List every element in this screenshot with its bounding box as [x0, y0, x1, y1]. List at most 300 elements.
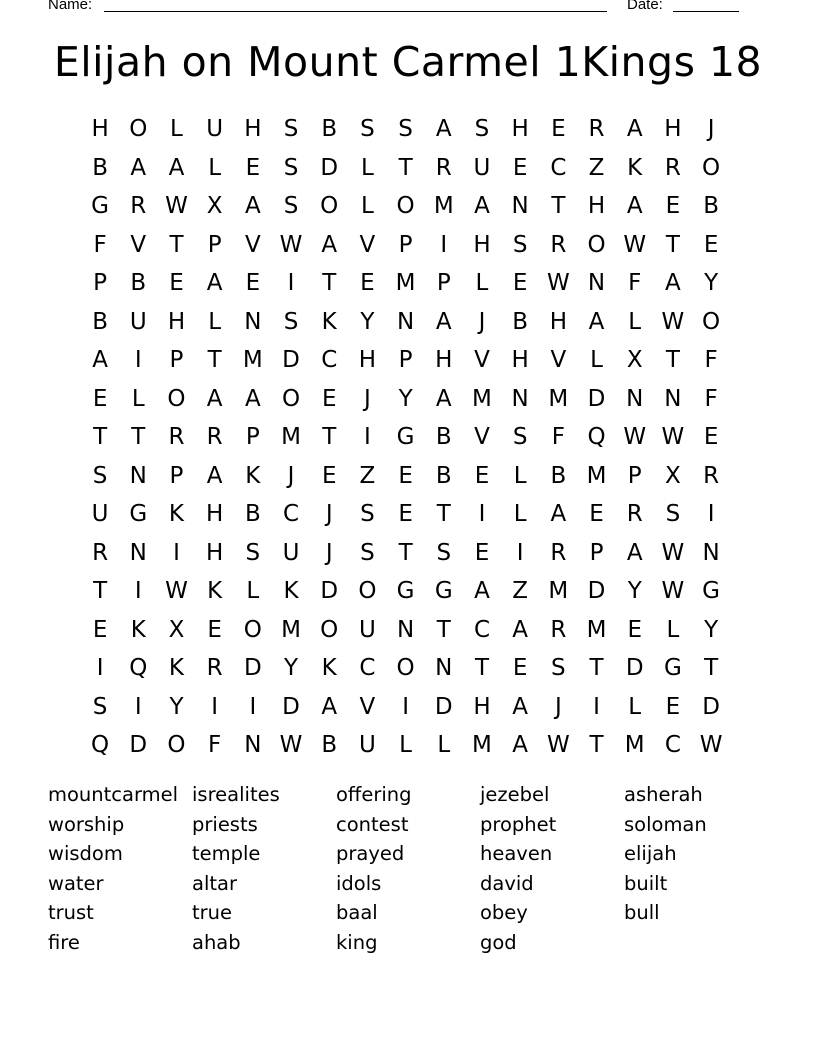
- grid-cell: H: [206, 501, 224, 527]
- grid-row: [81, 149, 730, 188]
- grid-cell: S: [283, 154, 299, 181]
- grid-cell: W: [546, 732, 570, 758]
- grid-cell: B: [321, 732, 338, 758]
- grid-cell: T: [551, 193, 566, 219]
- grid-cell: P: [245, 424, 260, 450]
- word-column: [336, 780, 480, 958]
- word-item: contest: [336, 812, 409, 836]
- grid-cell: A: [168, 154, 185, 181]
- grid-cell: D: [625, 655, 644, 681]
- grid-row: [81, 649, 730, 688]
- grid-cell: F: [208, 732, 222, 758]
- word-item: david: [480, 871, 534, 895]
- grid-cell: P: [93, 270, 108, 296]
- grid-cell: P: [398, 231, 413, 258]
- word-item: elijah: [624, 842, 677, 866]
- word-item: altar: [192, 871, 237, 895]
- grid-row: [81, 380, 730, 419]
- grid-cell: L: [208, 154, 222, 181]
- grid-cell: E: [245, 270, 261, 296]
- grid-cell: B: [703, 193, 719, 219]
- word-column: [48, 780, 192, 958]
- grid-cell: A: [130, 154, 147, 181]
- grid-cell: S: [512, 424, 528, 450]
- grid-cell: C: [664, 732, 681, 758]
- grid-cell: A: [321, 693, 338, 720]
- grid-row: [81, 110, 730, 149]
- grid-cell: D: [129, 732, 148, 758]
- grid-cell: E: [474, 462, 490, 489]
- grid-cell: X: [168, 616, 185, 643]
- grid-cell: O: [396, 655, 415, 681]
- word-item: trust: [48, 901, 94, 925]
- grid-cell: I: [96, 655, 104, 681]
- grid-cell: W: [165, 193, 188, 219]
- grid-cell: I: [707, 501, 715, 527]
- grid-row: [81, 688, 730, 727]
- grid-cell: M: [472, 385, 492, 412]
- grid-cell: O: [702, 154, 721, 181]
- grid-cell: C: [550, 154, 567, 181]
- grid-cell: V: [359, 231, 376, 258]
- grid-cell: T: [398, 154, 413, 181]
- grid-cell: A: [588, 308, 605, 335]
- grid-cell: V: [474, 424, 490, 450]
- word-item: wisdom: [48, 842, 123, 866]
- grid-cell: H: [91, 116, 109, 142]
- grid-cell: M: [548, 578, 569, 604]
- grid-cell: E: [703, 231, 719, 258]
- grid-cell: A: [550, 501, 567, 527]
- grid-cell: S: [283, 193, 299, 219]
- grid-cell: R: [435, 154, 452, 181]
- grid-row: [81, 264, 730, 303]
- grid-cell: O: [281, 385, 301, 412]
- grid-cell: R: [206, 655, 223, 681]
- grid-cell: I: [287, 270, 295, 296]
- grid-cell: R: [130, 193, 147, 219]
- grid-cell: O: [358, 578, 377, 604]
- grid-cell: N: [702, 539, 720, 566]
- grid-cell: A: [206, 462, 223, 489]
- grid-cell: Y: [360, 308, 375, 335]
- grid-cell: B: [435, 462, 452, 489]
- grid-cell: T: [474, 655, 489, 681]
- page-title: Elijah on Mount Carmel 1Kings 18: [53, 38, 763, 86]
- grid-cell: K: [321, 655, 337, 681]
- grid-cell: A: [512, 693, 529, 720]
- grid-cell: T: [436, 501, 451, 527]
- word-item: built: [624, 871, 668, 895]
- grid-cell: K: [321, 308, 337, 335]
- grid-cell: A: [474, 193, 490, 219]
- grid-cell: S: [360, 116, 375, 142]
- word-column: [192, 780, 336, 958]
- grid-cell: S: [474, 116, 490, 142]
- grid-row: [81, 572, 730, 611]
- grid-cell: T: [93, 578, 108, 604]
- grid-cell: H: [358, 347, 377, 373]
- grid-cell: E: [512, 270, 528, 296]
- grid-cell: N: [587, 270, 606, 296]
- word-item: temple: [192, 842, 261, 866]
- grid-cell: L: [628, 693, 642, 720]
- grid-cell: A: [665, 270, 681, 296]
- word-item: mountcarmel: [48, 783, 179, 806]
- grid-row: [81, 726, 730, 765]
- grid-cell: X: [626, 347, 643, 373]
- grid-cell: P: [436, 270, 451, 296]
- grid-cell: T: [131, 424, 146, 450]
- grid-cell: L: [399, 732, 412, 758]
- grid-cell: Q: [91, 732, 110, 758]
- grid-cell: B: [92, 154, 108, 181]
- grid-cell: L: [131, 385, 145, 412]
- grid-cell: I: [593, 693, 600, 720]
- grid-cell: H: [549, 308, 567, 335]
- grid-cell: T: [322, 270, 337, 296]
- word-item: priests: [192, 812, 258, 836]
- grid-cell: M: [395, 270, 416, 296]
- word-item: prayed: [336, 842, 405, 866]
- grid-cell: E: [169, 270, 184, 296]
- grid-cell: T: [704, 655, 719, 681]
- grid-cell: Z: [588, 154, 605, 181]
- grid-cell: H: [206, 539, 224, 566]
- word-item: obey: [480, 901, 528, 925]
- word-item: idols: [336, 871, 382, 895]
- grid-cell: E: [665, 193, 681, 219]
- grid-cell: X: [206, 193, 223, 219]
- grid-cell: P: [398, 347, 413, 373]
- grid-cell: H: [587, 193, 606, 219]
- grid-cell: N: [129, 539, 147, 566]
- grid-cell: K: [245, 462, 261, 489]
- grid-cell: N: [626, 385, 644, 412]
- grid-cell: E: [321, 385, 337, 412]
- grid-cell: H: [167, 308, 186, 335]
- grid-cell: R: [588, 116, 605, 142]
- grid-cell: J: [325, 539, 333, 566]
- grid-cell: H: [473, 693, 491, 720]
- grid-cell: A: [512, 732, 529, 758]
- grid-cell: E: [398, 462, 413, 489]
- grid-cell: Y: [284, 655, 299, 681]
- grid-cell: H: [511, 347, 529, 373]
- grid-cell: S: [92, 462, 108, 489]
- grid-cell: D: [587, 578, 606, 604]
- grid-cell: W: [661, 539, 685, 566]
- grid-row: [81, 303, 730, 342]
- grid-cell: B: [244, 501, 261, 527]
- grid-cell: H: [664, 116, 682, 142]
- grid-cell: W: [279, 732, 303, 758]
- word-item: bull: [624, 901, 660, 925]
- grid-cell: I: [440, 231, 448, 258]
- grid-cell: I: [516, 539, 524, 566]
- grid-cell: T: [589, 655, 604, 681]
- grid-cell: O: [587, 231, 606, 258]
- word-item: ahab: [192, 930, 241, 954]
- name-label: Name:: [48, 0, 93, 13]
- grid-cell: S: [436, 539, 452, 566]
- grid-cell: E: [92, 385, 108, 412]
- grid-cell: Y: [704, 270, 719, 296]
- grid-cell: A: [435, 385, 452, 412]
- grid-cell: T: [93, 424, 108, 450]
- grid-cell: T: [398, 539, 413, 566]
- grid-cell: Y: [169, 693, 184, 720]
- grid-cell: A: [626, 116, 643, 142]
- grid-cell: B: [435, 424, 452, 450]
- grid-cell: R: [550, 616, 567, 643]
- grid-cell: J: [707, 116, 715, 142]
- grid-row: [81, 495, 730, 534]
- grid-cell: O: [396, 193, 415, 219]
- grid-cell: O: [167, 732, 186, 758]
- grid-cell: S: [245, 539, 261, 566]
- grid-cell: U: [206, 116, 224, 142]
- grid-cell: W: [623, 424, 647, 450]
- grid-cell: O: [167, 385, 186, 412]
- grid-cell: A: [92, 347, 108, 373]
- grid-cell: W: [546, 270, 570, 296]
- grid-cell: A: [206, 270, 223, 296]
- grid-cell: S: [360, 539, 375, 566]
- grid-cell: V: [244, 231, 261, 258]
- word-item: water: [48, 871, 104, 895]
- grid-cell: K: [283, 578, 299, 604]
- grid-cell: I: [364, 424, 371, 450]
- name-field[interactable]: [104, 11, 607, 12]
- grid-cell: J: [478, 308, 486, 335]
- grid-cell: O: [320, 193, 339, 219]
- grid-cell: R: [92, 539, 109, 566]
- grid-cell: S: [512, 231, 528, 258]
- word-item: king: [336, 930, 378, 954]
- grid-cell: L: [666, 616, 680, 643]
- grid-cell: Y: [398, 385, 413, 412]
- grid-cell: W: [279, 231, 303, 258]
- grid-cell: W: [661, 424, 685, 450]
- grid-cell: E: [512, 655, 528, 681]
- grid-cell: E: [321, 462, 337, 489]
- grid-cell: R: [206, 424, 223, 450]
- grid-cell: Z: [512, 578, 529, 604]
- grid-cell: A: [206, 385, 223, 412]
- grid-cell: U: [358, 616, 376, 643]
- grid-cell: A: [244, 385, 261, 412]
- grid-cell: S: [92, 693, 108, 720]
- grid-cell: Y: [627, 578, 642, 604]
- grid-cell: G: [129, 501, 148, 527]
- grid-cell: R: [626, 501, 643, 527]
- date-label: Date:: [627, 0, 663, 13]
- grid-cell: L: [590, 347, 603, 373]
- grid-cell: U: [91, 501, 109, 527]
- date-field[interactable]: [673, 11, 739, 12]
- grid-cell: B: [512, 308, 529, 335]
- grid-cell: M: [281, 616, 301, 643]
- grid-cell: P: [169, 347, 184, 373]
- grid-cell: M: [281, 424, 301, 450]
- grid-cell: L: [360, 193, 374, 219]
- grid-cell: J: [364, 385, 371, 412]
- grid-cell: B: [130, 270, 147, 296]
- grid-cell: J: [287, 462, 295, 489]
- grid-cell: T: [665, 347, 680, 373]
- grid-cell: I: [134, 693, 142, 720]
- grid-cell: V: [550, 347, 567, 373]
- grid-cell: L: [513, 501, 527, 527]
- grid-cell: D: [434, 693, 453, 720]
- grid-cell: F: [704, 347, 718, 373]
- grid-cell: G: [663, 655, 682, 681]
- grid-cell: Y: [704, 616, 719, 643]
- grid-cell: B: [321, 116, 338, 142]
- grid-cell: I: [134, 347, 142, 373]
- word-item: isrealites: [192, 783, 280, 806]
- grid-cell: L: [360, 154, 374, 181]
- grid-cell: I: [173, 539, 180, 566]
- grid-cell: D: [702, 693, 720, 720]
- grid-cell: T: [169, 231, 184, 258]
- grid-cell: A: [244, 193, 261, 219]
- grid-cell: T: [436, 616, 451, 643]
- grid-cell: B: [550, 462, 567, 489]
- grid-cell: I: [478, 501, 486, 527]
- grid-cell: W: [623, 231, 647, 258]
- grid-cell: S: [398, 116, 413, 142]
- grid-row: [81, 611, 730, 650]
- grid-cell: D: [320, 154, 339, 181]
- grid-cell: W: [699, 732, 723, 758]
- grid-cell: L: [513, 462, 527, 489]
- grid-cell: D: [587, 385, 606, 412]
- grid-cell: I: [402, 693, 409, 720]
- grid-row: [81, 534, 730, 573]
- grid-cell: A: [321, 231, 338, 258]
- word-item: offering: [336, 783, 412, 806]
- grid-cell: T: [322, 424, 337, 450]
- grid-cell: E: [245, 154, 261, 181]
- grid-cell: C: [321, 347, 338, 373]
- grid-cell: F: [628, 270, 642, 296]
- word-item: god: [480, 930, 517, 954]
- grid-cell: A: [626, 539, 643, 566]
- grid-cell: I: [134, 578, 142, 604]
- grid-cell: L: [208, 308, 222, 335]
- grid-cell: N: [664, 385, 682, 412]
- word-item: baal: [336, 901, 378, 925]
- grid-cell: R: [664, 154, 681, 181]
- word-item: true: [192, 901, 233, 925]
- word-item: worship: [48, 812, 125, 836]
- grid-cell: V: [130, 231, 147, 258]
- grid-cell: E: [703, 424, 719, 450]
- grid-cell: K: [168, 501, 185, 527]
- word-item: prophet: [480, 812, 557, 836]
- grid-cell: A: [626, 193, 643, 219]
- grid-cell: V: [474, 347, 490, 373]
- grid-cell: N: [511, 385, 529, 412]
- grid-cell: U: [129, 308, 147, 335]
- grid-cell: E: [512, 154, 528, 181]
- grid-cell: G: [91, 193, 109, 219]
- word-item: jezebel: [480, 783, 550, 806]
- header: [0, 0, 816, 16]
- word-item: soloman: [624, 812, 707, 836]
- grid-cell: U: [358, 732, 376, 758]
- grid-cell: E: [207, 616, 222, 643]
- grid-cell: S: [665, 501, 681, 527]
- grid-cell: M: [586, 616, 607, 643]
- grid-cell: W: [661, 308, 685, 335]
- grid-cell: E: [474, 539, 490, 566]
- grid-cell: C: [283, 501, 300, 527]
- grid-cell: A: [512, 616, 529, 643]
- grid-cell: L: [170, 116, 183, 142]
- grid-cell: C: [359, 655, 376, 681]
- grid-cell: G: [396, 424, 415, 450]
- grid-cell: F: [551, 424, 565, 450]
- grid-cell: R: [550, 539, 567, 566]
- grid-cell: D: [282, 347, 300, 373]
- grid-cell: E: [589, 501, 604, 527]
- grid-cell: H: [511, 116, 529, 142]
- grid-cell: M: [548, 385, 569, 412]
- grid-cell: P: [589, 539, 604, 566]
- grid-cell: N: [511, 193, 529, 219]
- grid-cell: O: [320, 616, 339, 643]
- grid-cell: G: [434, 578, 453, 604]
- grid-cell: W: [165, 578, 188, 604]
- grid-cell: G: [396, 578, 415, 604]
- grid-cell: D: [320, 578, 339, 604]
- grid-cell: Q: [587, 424, 606, 450]
- grid-cell: M: [242, 347, 263, 373]
- grid-cell: M: [624, 732, 645, 758]
- word-bank: [48, 780, 768, 958]
- grid-cell: I: [211, 693, 219, 720]
- letter-grid: [81, 110, 730, 765]
- grid-cell: S: [283, 308, 299, 335]
- grid-cell: P: [627, 462, 642, 489]
- grid-cell: T: [665, 231, 680, 258]
- grid-cell: W: [661, 578, 685, 604]
- grid-row: [81, 226, 730, 265]
- grid-cell: P: [169, 462, 184, 489]
- grid-cell: A: [474, 578, 490, 604]
- grid-cell: K: [168, 655, 185, 681]
- grid-cell: R: [168, 424, 185, 450]
- grid-cell: N: [396, 616, 415, 643]
- grid-cell: E: [665, 693, 681, 720]
- grid-cell: H: [435, 347, 453, 373]
- grid-cell: D: [282, 693, 300, 720]
- grid-cell: O: [702, 308, 721, 335]
- grid-cell: B: [92, 308, 108, 335]
- grid-cell: G: [702, 578, 720, 604]
- grid-cell: S: [360, 501, 375, 527]
- grid-cell: K: [130, 616, 146, 643]
- grid-cell: L: [246, 578, 260, 604]
- grid-cell: P: [207, 231, 222, 258]
- grid-cell: A: [435, 308, 452, 335]
- grid-cell: I: [249, 693, 257, 720]
- grid-cell: S: [283, 116, 299, 142]
- grid-cell: K: [627, 154, 643, 181]
